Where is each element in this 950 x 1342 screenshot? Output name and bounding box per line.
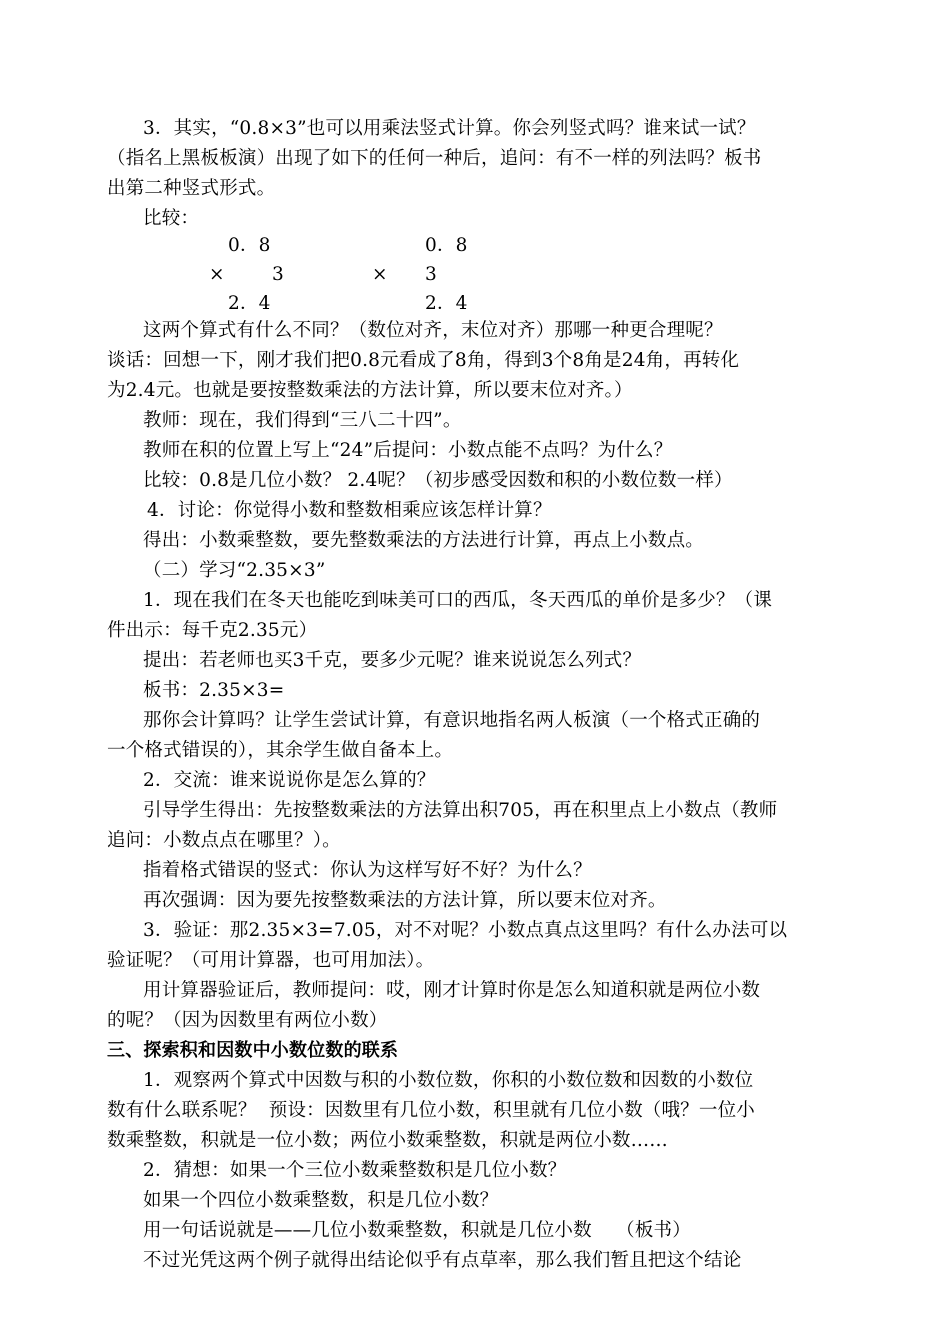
paragraph-line: 追问：小数点点在哪里？）。: [107, 830, 341, 851]
section-heading: 三、探索积和因数中小数位数的联系: [107, 1040, 399, 1061]
paragraph-line: 1．观察两个算式中因数与积的小数位数，你积的小数位数和因数的小数位: [143, 1070, 754, 1091]
paragraph-line: 不过光凭这两个例子就得出结论似乎有点草率，那么我们暂且把这个结论: [143, 1250, 742, 1271]
paragraph-line: 3．其实，“0.8×3”也可以用乘法竖式计算。你会列竖式吗？谁来试一试？: [143, 118, 756, 139]
paragraph-line: 一个格式错误的），其余学生做自备本上。: [107, 740, 454, 761]
paragraph-line: 用计算器验证后，教师提问：哎，刚才计算时你是怎么知道积就是两位小数: [143, 980, 761, 1001]
paragraph-line: 2．猜想：如果一个三位小数乘整数积是几位小数？: [143, 1160, 567, 1181]
paragraph-line: 为2.4元。也就是要按整数乘法的方法计算，所以要末位对齐。）: [107, 380, 633, 401]
paragraph-line: 2．交流：谁来说说你是怎么算的？: [143, 770, 436, 791]
paragraph-line: 提出：若老师也买3千克，要多少元呢？谁来说说怎么列式？: [143, 650, 642, 671]
paragraph-line: 的呢？（因为因数里有两位小数）: [107, 1010, 388, 1031]
calc-operator: ×: [372, 264, 388, 285]
paragraph-line: 这两个算式有什么不同？（数位对齐，末位对齐）那哪一种更合理呢？: [143, 320, 723, 341]
calc-product: 2．4: [228, 293, 271, 314]
paragraph-line: 引导学生得出：先按整数乘法的方法算出积705，再在积里点上小数点（教师: [143, 800, 778, 821]
paragraph-line: 数有什么联系呢？ 预设：因数里有几位小数，积里就有几位小数（哦？一位小: [107, 1100, 755, 1121]
paragraph-line: 件出示：每千克2.35元）: [107, 620, 318, 641]
paragraph-line: （指名上黑板板演）出现了如下的任何一种后，追问：有不一样的列法吗？板书: [107, 148, 762, 169]
paragraph-line: 用一句话说就是——几位小数乘整数，积就是几位小数 （板书）: [143, 1220, 691, 1241]
paragraph-line: 4．讨论：你觉得小数和整数相乘应该怎样计算？: [147, 500, 552, 521]
paragraph-line: 3．验证：那2.35×3=7.05，对不对呢？小数点真点这里吗？有什么办法可以: [143, 920, 788, 941]
calc-multiplier: 3: [272, 264, 284, 285]
paragraph-line: 验证呢？（可用计算器，也可用加法）。: [107, 950, 435, 971]
paragraph-line: 1．现在我们在冬天也能吃到味美可口的西瓜，冬天西瓜的单价是多少？（课: [143, 590, 773, 611]
paragraph-line: 如果一个四位小数乘整数，积是几位小数？: [143, 1190, 499, 1211]
calc-factor: 0．8: [228, 235, 271, 256]
section-subheading: （二）学习“2.35×3”: [143, 560, 326, 581]
calc-multiplier: 3: [425, 264, 437, 285]
calc-operator: ×: [209, 264, 225, 285]
paragraph-line: 比较：0.8是几位小数？ 2.4呢？（初步感受因数和积的小数位数一样）: [143, 470, 733, 491]
paragraph-line: 比较：: [143, 208, 200, 229]
paragraph-line: 谈话：回想一下，刚才我们把0.8元看成了8角，得到3个8角是24角，再转化: [107, 350, 740, 371]
paragraph-line: 教师在积的位置上写上“24”后提问：小数点能不点吗？为什么？: [143, 440, 673, 461]
calc-factor: 0．8: [425, 235, 468, 256]
paragraph-line: 指着格式错误的竖式：你认为这样写好不好？为什么？: [143, 860, 592, 881]
paragraph-line: 得出：小数乘整数，要先整数乘法的方法进行计算，再点上小数点。: [143, 530, 705, 551]
paragraph-line: 那你会计算吗？让学生尝试计算，有意识地指名两人板演（一个格式正确的: [143, 710, 761, 731]
paragraph-line: 数乘整数，积就是一位小数；两位小数乘整数，积就是两位小数……: [107, 1130, 669, 1151]
paragraph-line: 再次强调：因为要先按整数乘法的方法计算，所以要末位对齐。: [143, 890, 667, 911]
paragraph-line: 出第二种竖式形式。: [107, 178, 276, 199]
paragraph-line: 教师：现在，我们得到“三八二十四”。: [143, 410, 462, 431]
paragraph-line: 板书：2.35×3=: [143, 680, 285, 701]
calc-product: 2．4: [425, 293, 468, 314]
